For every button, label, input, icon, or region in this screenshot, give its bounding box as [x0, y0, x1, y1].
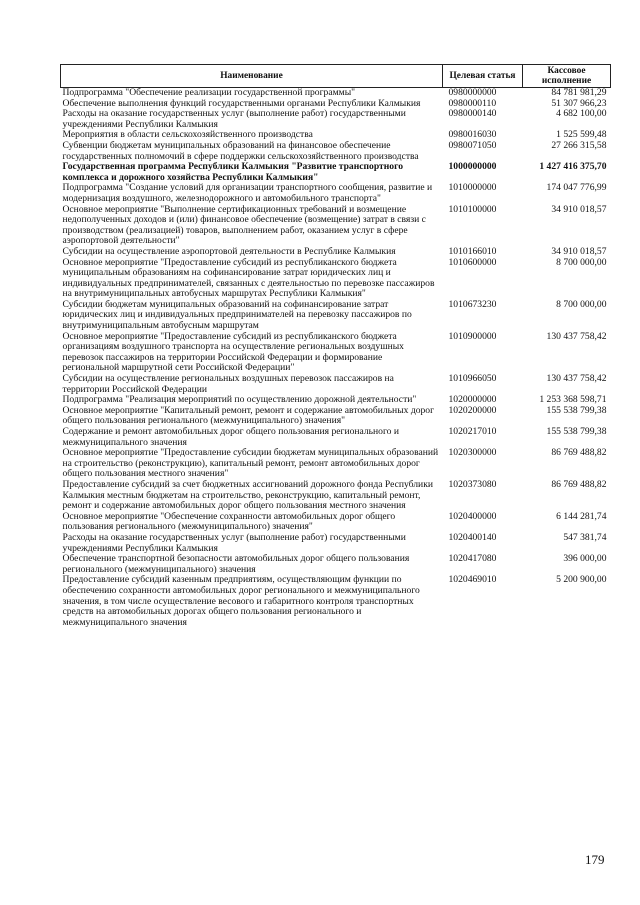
- row-amount-cell: 8 700 000,00: [556, 298, 607, 310]
- row-name-cell: Государственная программа Республики Калмыкия "Развитие транспортного комплекса и дорожного хозяйства Республики Калмыкия": [62, 161, 403, 183]
- row-name-cell: Основное мероприятие "Предоставление субсидии бюджетам муниципальных образований на строительство (реконструкцию), капитальный ремонт, ремонт автомобильных дорог общего пользования местного значения": [62, 447, 439, 480]
- row-name-cell: Основное мероприятие "Обеспечение сохранности автомобильных дорог общего пользования регионального (межмуниципального) значения": [62, 510, 396, 533]
- row-code-cell: 1020417080: [448, 553, 497, 565]
- table-row: [61, 247, 611, 258]
- row-code-cell: 0980016030: [448, 129, 497, 141]
- row-amount-cell: 1 525 599,48: [556, 129, 607, 141]
- row-amount-cell: 130 437 758,42: [546, 330, 607, 342]
- row-name-cell: Мероприятия в области сельскохозяйственного производства: [62, 129, 313, 141]
- row-name-cell: Субсидии бюджетам муниципальных образований на софинансирование затрат юридических лиц и индивидуальных предпринимателей на перевозку пассажиров по внутримуниципальным автобусным маршрутам: [62, 298, 412, 332]
- row-name-cell: Подпрограмма "Реализация мероприятий по осуществлению дорожной деятельности": [62, 394, 417, 406]
- row-name-cell: Обеспечение транспортной безопасности автомобильных дорог общего пользования регионального (межмуниципального) значения: [62, 553, 410, 575]
- table-row: [61, 162, 611, 183]
- row-code-cell: 1020469010: [448, 574, 497, 586]
- table-row: [61, 575, 611, 628]
- row-amount-cell: 34 910 018,57: [551, 203, 607, 215]
- row-name-cell: Основное мероприятие "Предоставление субсидий из республиканского бюджета организациям воздушного транспорта на осуществление региональных воздушных перевозок пассажиров на территории Российской Федерации и формирование региональной маршрутной сети Российской Федерации": [62, 330, 404, 374]
- row-code-cell: 0980000140: [448, 108, 497, 120]
- row-code-cell: 1020400140: [448, 531, 497, 543]
- row-amount-cell: 8 700 000,00: [556, 256, 607, 268]
- row-name-cell: Основное мероприятие "Предоставление субсидий из республиканского бюджета муниципальным образованиям на софинансирование затрат юридических лиц и индивидуальных предпринимателей, связанных с деятельностью по перевозке пассажиров на внутримуниципальных автобусных маршрутах Республики Калмыкия": [62, 256, 435, 300]
- row-amount-cell: 155 538 799,38: [546, 426, 607, 437]
- table-row: [61, 406, 611, 427]
- row-amount-cell: 27 266 315,58: [551, 139, 607, 151]
- table-row: [61, 300, 611, 332]
- row-name-cell: Подпрограмма "Создание условий для организации транспортного сообщения, развитие и модернизация воздушного, железнодорожного и автомобильного транспорта": [62, 182, 433, 204]
- table-row: [61, 109, 611, 130]
- table-row: [61, 374, 611, 395]
- table-row: [61, 533, 611, 554]
- page-number: 179: [585, 852, 605, 867]
- row-code-cell: 1020373080: [448, 478, 497, 490]
- row-name-cell: Расходы на оказание государственных услуг (выполнение работ) государственными учреждениями Республики Калмыкия: [62, 531, 406, 554]
- row-amount-cell: 1 253 368 598,71: [539, 394, 607, 406]
- row-code-cell: 0980000000: [448, 87, 497, 98]
- row-name-cell: Предоставление субсидий казенным предприятиям, осуществляющим функции по обеспечению сохранности автомобильных дорог регионального и межмуниципального значения, в том числе осуществление весового и габаритного контроля транспортных средств на автомобильных дорогах общего пользования регионального и межмуниципального значения: [62, 574, 420, 628]
- row-amount-cell: 6 144 281,74: [556, 510, 607, 522]
- row-code-cell: 1020000000: [448, 394, 497, 406]
- row-code-cell: 1010673230: [448, 298, 497, 310]
- table-row: [61, 512, 611, 533]
- row-name-cell: Содержание и ремонт автомобильных дорог общего пользования регионального и межмуниципального значения: [62, 426, 399, 448]
- row-name-cell: Основное мероприятие "Выполнение сертификационных требований и возмещение недополученных доходов и (или) финансовое обеспечение (возмещение) затрат в связи с производством (реализацией) товаров, выполнением работ, оказанием услуг в сфере аэропортовой деятельности": [62, 203, 426, 247]
- row-code-cell: 1020200000: [448, 404, 497, 416]
- row-code-cell: 1020217010: [448, 426, 497, 437]
- budget-execution-table: [60, 64, 611, 628]
- table-row: [61, 480, 611, 512]
- row-name-cell: Субвенции бюджетам муниципальных образований на финансовое обеспечение государственных полномочий в сфере поддержки сельскохозяйственного производства: [62, 139, 419, 162]
- row-amount-cell: 5 200 900,00: [556, 574, 607, 586]
- row-name-cell: Подпрограмма "Обеспечение реализации государственной программы": [62, 87, 356, 98]
- row-name-cell: Субсидии на осуществление региональных воздушных перевозок пассажиров на территории Российской Федерации: [62, 373, 394, 395]
- row-amount-cell: 174 047 776,99: [546, 182, 607, 194]
- table-row: [61, 448, 611, 480]
- row-code-cell: 0980071050: [448, 139, 497, 151]
- header-name: Наименование: [61, 65, 443, 88]
- row-amount-cell: 86 769 488,82: [551, 447, 607, 459]
- table-row: [61, 554, 611, 575]
- row-code-cell: 1010100000: [448, 203, 497, 215]
- row-code-cell: 1020300000: [448, 447, 497, 459]
- row-name-cell: Обеспечение выполнения функций государственными органами Республики Калмыкия: [62, 97, 421, 109]
- row-code-cell: 1010900000: [448, 330, 497, 342]
- row-name-cell: Расходы на оказание государственных услуг (выполнение работ) государственными учреждениями Республики Калмыкия: [62, 108, 406, 130]
- table-row: [61, 427, 611, 448]
- row-amount-cell: 34 910 018,57: [551, 245, 607, 257]
- table-row: [61, 205, 611, 247]
- row-amount-cell: 4 682 100,00: [556, 108, 607, 120]
- row-amount-cell: 547 381,74: [563, 531, 607, 543]
- row-amount-cell: 84 781 981,29: [551, 87, 607, 98]
- row-amount-cell: 86 769 488,82: [551, 478, 607, 490]
- row-name-cell: Предоставление субсидий за счет бюджетных ассигнований дорожного фонда Республики Калмыкия местным бюджетам на строительство, реконструкцию, капитальный ремонт, ремонт и содержание автомобильных дорог общего пользования местного значения: [62, 478, 433, 512]
- row-amount-cell: 396 000,00: [563, 553, 607, 565]
- header-code: Целевая статья: [443, 65, 523, 88]
- table-row: [61, 258, 611, 300]
- table-row: [61, 183, 611, 204]
- row-code-cell: 1000000000: [448, 161, 497, 173]
- table-row: [61, 88, 611, 99]
- row-name-cell: Субсидии на осуществление аэропортовой деятельности в Республике Калмыкия: [62, 245, 396, 257]
- header-amount: Кассовое исполнение: [523, 65, 611, 88]
- row-amount-cell: 1 427 416 375,70: [539, 161, 607, 173]
- row-amount-cell: 51 307 966,23: [551, 97, 607, 109]
- row-code-cell: 1010600000: [448, 256, 497, 268]
- row-code-cell: 1010166010: [448, 245, 497, 257]
- table-header-row: [61, 65, 611, 88]
- row-name-cell: Основное мероприятие "Капитальный ремонт, ремонт и содержание автомобильных дорог общего пользования регионального (межмуниципального) значения": [62, 404, 435, 427]
- row-code-cell: 0980000110: [448, 97, 497, 109]
- row-code-cell: 1020400000: [448, 510, 497, 522]
- row-amount-cell: 130 437 758,42: [546, 373, 607, 385]
- row-code-cell: 1010966050: [448, 373, 497, 385]
- table-row: [61, 332, 611, 374]
- row-code-cell: 1010000000: [448, 182, 497, 194]
- row-amount-cell: 155 538 799,38: [546, 404, 607, 416]
- table-row: [61, 141, 611, 162]
